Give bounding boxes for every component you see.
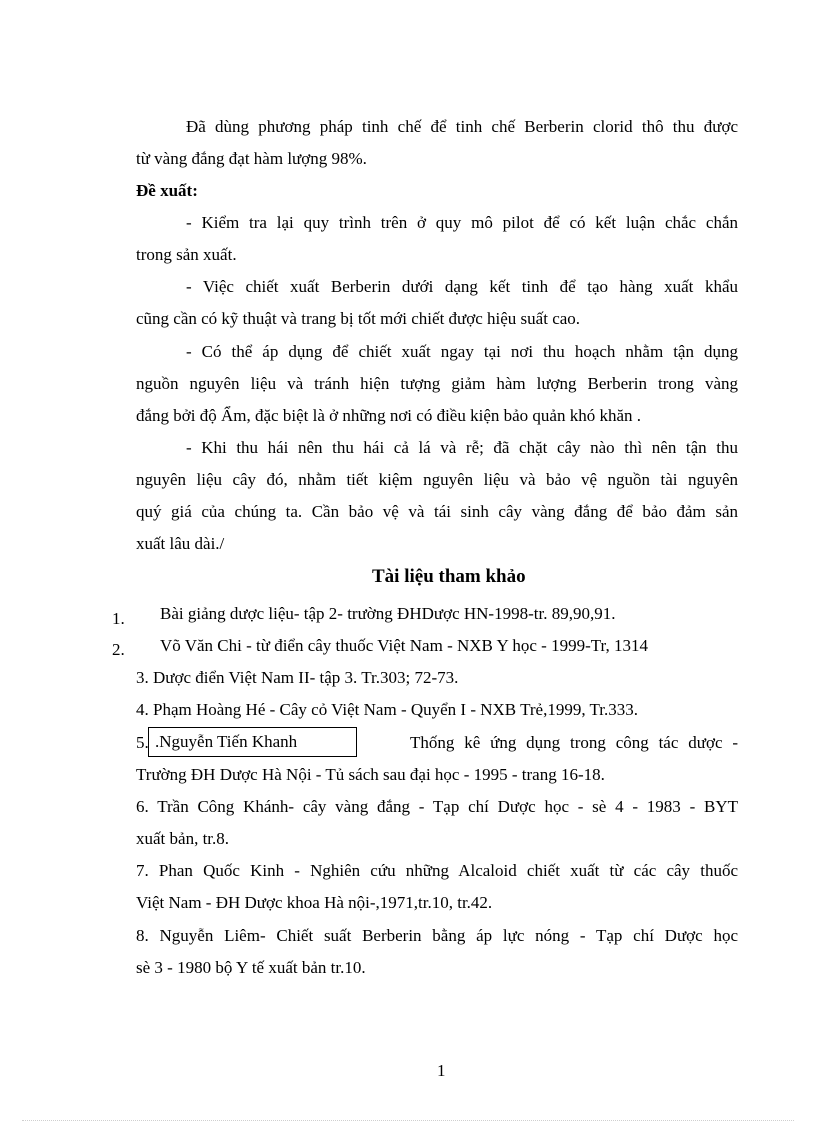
reference-item: 3. Dược điển Việt Nam II- tập 3. Tr.303; 72-73.	[136, 668, 459, 687]
proposal-item-line: xuất lâu dài./	[136, 534, 225, 553]
proposal-item-line: đắng bởi độ Ẩm, đặc biệt là ở những nơi có điều kiện bảo quản khó khăn .	[136, 406, 641, 425]
proposal-item-line: nguồn nguyên liệu và tránh hiện tượng giảm hàm lượng Berberin trong vàng	[136, 374, 738, 393]
reference-item: xuất bản, tr.8.	[136, 829, 230, 848]
reference-number: 2.	[112, 640, 125, 659]
proposal-item-line: cũng cần có kỹ thuật và trang bị tốt mới chiết được hiệu suất cao.	[136, 309, 581, 328]
reference-item: 7. Phan Quốc Kinh - Nghiên cứu những Alcaloid chiết xuất từ các cây thuốc	[136, 861, 738, 880]
paragraph-line: Đã dùng phương pháp tinh chế để tinh chế Berberin clorid thô thu được	[186, 117, 738, 136]
page-bottom-rule	[22, 1120, 794, 1121]
proposal-item-line: - Kiểm tra lại quy trình trên ở quy mô pilot để có kết luận chắc chắn	[186, 213, 738, 232]
proposal-item-line: nguyên liệu cây đó, nhằm tiết kiệm nguyên liệu và bảo vệ nguồn tài nguyên	[136, 470, 738, 489]
reference-number: 1.	[112, 609, 125, 628]
proposal-item-line: - Việc chiết xuất Berberin dưới dạng kết tinh để tạo hàng xuất khẩu	[186, 277, 738, 296]
reference-item: Võ Văn Chi - từ điển cây thuốc Việt Nam - NXB Y học - 1999-Tr, 1314	[160, 636, 649, 655]
reference-number: 5.	[136, 733, 149, 752]
reference-item: sè 3 - 1980 bộ Y tế xuất bản tr.10.	[136, 958, 366, 977]
paragraph-line: từ vàng đắng đạt hàm lượng 98%.	[136, 149, 367, 168]
reference-item: 8. Nguyễn Liêm- Chiết suất Berberin bằng áp lực nóng - Tạp chí Dược học	[136, 926, 738, 945]
reference-item: Thống kê ứng dụng trong công tác dược -	[410, 733, 738, 752]
reference-item: 6. Trần Công Khánh- cây vàng đắng - Tạp chí Dược học - sè 4 - 1983 - BYT	[136, 797, 738, 816]
proposal-item-line: - Khi thu hái nên thu hái cả lá và rễ; đã chặt cây nào thì nên tận thu	[186, 438, 738, 457]
reference-item: Việt Nam - ĐH Dược khoa Hà nội-,1971,tr.10, tr.42.	[136, 893, 493, 912]
author-text-box: .Nguyễn Tiến Khanh	[148, 727, 357, 757]
references-title: Tài liệu tham khảo	[372, 566, 526, 587]
reference-item: Trường ĐH Dược Hà Nội - Tủ sách sau đại học - 1995 - trang 16-18.	[136, 765, 605, 784]
proposal-heading: Đề xuất:	[136, 181, 198, 200]
proposal-item-line: - Có thể áp dụng để chiết xuất ngay tại nơi thu hoạch nhằm tận dụng	[186, 342, 738, 361]
reference-item: Bài giảng dược liệu- tập 2- trường ĐHDược HN-1998-tr. 89,90,91.	[160, 604, 616, 623]
page-number: 1	[437, 1061, 446, 1080]
reference-item: 4. Phạm Hoàng Hé - Cây cỏ Việt Nam - Quyển I - NXB Trẻ,1999, Tr.333.	[136, 700, 639, 719]
proposal-item-line: trong sản xuất.	[136, 245, 237, 264]
proposal-item-line: quý giá của chúng ta. Cần bảo vệ và tái sinh cây vàng đắng để bảo đảm sản	[136, 502, 738, 521]
